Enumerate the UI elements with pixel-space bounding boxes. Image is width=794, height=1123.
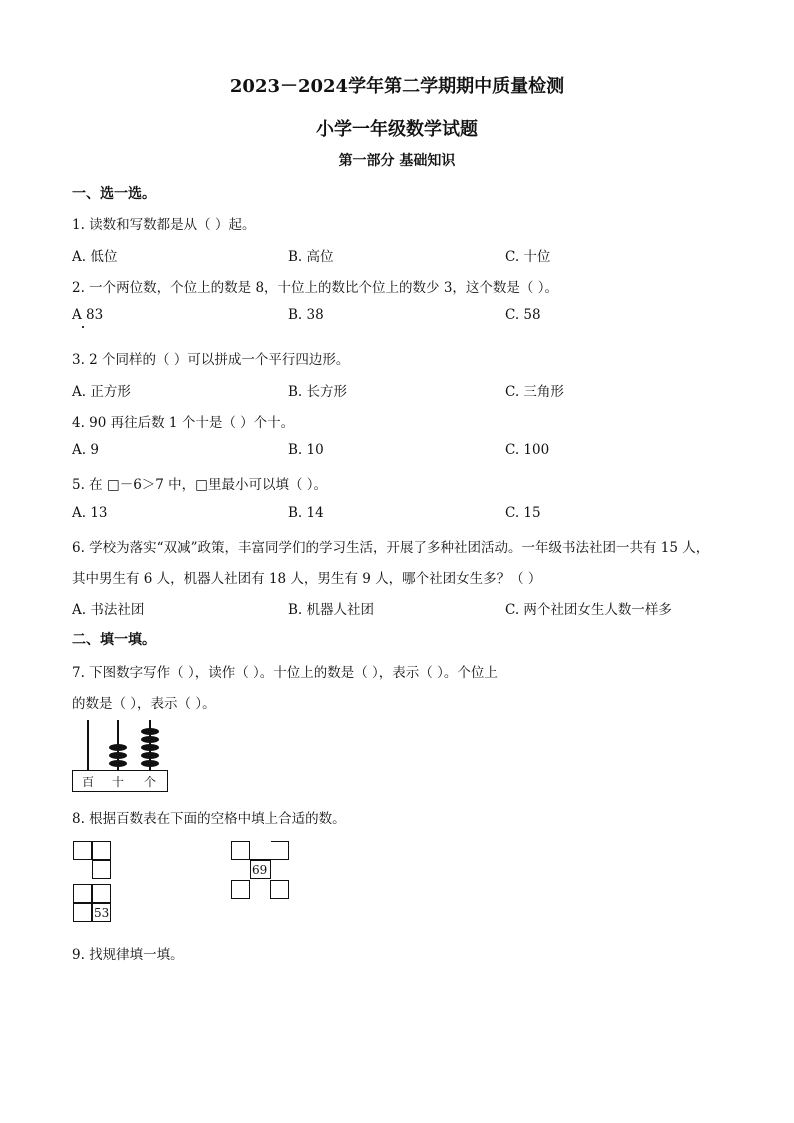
- abacus-label-tens: 十: [111, 775, 124, 789]
- grid-cell-edge: [250, 841, 271, 860]
- q2-option-b: B. 38: [288, 307, 324, 323]
- abacus-bead: [109, 744, 127, 751]
- grid-cell: [73, 884, 92, 903]
- abacus-label-ones: 个: [143, 775, 156, 789]
- q3-option-b: B. 长方形: [288, 384, 348, 400]
- abacus-bead: [141, 752, 159, 759]
- q4-option-c: C. 100: [505, 442, 550, 458]
- question-8: 8. 根据百数表在下面的空格中填上合适的数。: [72, 811, 346, 827]
- abacus-bead: [141, 736, 159, 743]
- abacus-bead: [141, 728, 159, 735]
- question-1: 1. 读数和写数都是从（ ）起。: [72, 217, 256, 233]
- abacus-bead: [109, 752, 127, 759]
- exam-subtitle: 小学一年级数学试题: [316, 119, 478, 140]
- question-7-line-2: 的数是（ ），表示（ ）。: [72, 696, 216, 712]
- print-speck: [82, 326, 84, 328]
- part-heading: 第一部分 基础知识: [338, 153, 456, 169]
- abacus-bead: [109, 760, 127, 767]
- grid-cell: [270, 841, 289, 860]
- question-6-line-2: 其中男生有 6 人，机器人社团有 18 人，男生有 9 人，哪个社团女生多？（ ）: [72, 571, 542, 587]
- q3-option-a: A. 正方形: [72, 384, 131, 400]
- section-1-title: 一、选一选。: [72, 186, 156, 202]
- q6-option-b: B. 机器人社团: [288, 602, 375, 618]
- grid-cell: [92, 884, 111, 903]
- q4-option-b: B. 10: [288, 442, 324, 458]
- abacus-label-hundreds: 百: [81, 775, 94, 789]
- grid-cell: [73, 903, 92, 922]
- grid-1-number: 53: [94, 906, 110, 920]
- question-7-line-1: 7. 下图数字写作（ ），读作（ ）。十位上的数是（ ），表示（ ）。个位上: [72, 665, 498, 681]
- abacus-bead: [141, 744, 159, 751]
- question-5: 5. 在 □－6＞7 中，□里最小可以填（ ）。: [72, 477, 327, 493]
- q5-option-c: C. 15: [505, 505, 541, 521]
- q1-option-a: A. 低位: [72, 249, 118, 265]
- q6-option-c: C. 两个社团女生人数一样多: [505, 602, 672, 618]
- grid-cell: [231, 880, 250, 899]
- q1-option-b: B. 高位: [288, 249, 334, 265]
- q2-option-a: A 83: [72, 307, 104, 323]
- q4-option-a: A. 9: [72, 442, 99, 458]
- grid-cell: [92, 841, 111, 860]
- grid-cell: [231, 841, 250, 860]
- q2-option-c: C. 58: [505, 307, 541, 323]
- q3-option-c: C. 三角形: [505, 384, 564, 400]
- grid-cell: [73, 841, 92, 860]
- q5-option-b: B. 14: [288, 505, 324, 521]
- question-3: 3. 2 个同样的（ ）可以拼成一个平行四边形。: [72, 352, 350, 368]
- q1-option-c: C. 十位: [505, 249, 551, 265]
- question-2: 2. 一个两位数，个位上的数是 8，十位上的数比个位上的数少 3，这个数是（ ）。: [72, 280, 558, 296]
- section-2-title: 二、填一填。: [72, 632, 156, 648]
- grid-2-number: 69: [252, 863, 268, 877]
- abacus-bead: [141, 760, 159, 767]
- grid-cell: [92, 860, 111, 879]
- q5-option-a: A. 13: [72, 505, 108, 521]
- question-6-line-1: 6. 学校为落实“双减”政策，丰富同学们的学习生活，开展了多种社团活动。一年级书法社团一共有 15 人，: [72, 540, 710, 556]
- question-9: 9. 找规律填一填。: [72, 947, 184, 963]
- q6-option-a: A. 书法社团: [72, 602, 145, 618]
- exam-title: 2023－2024学年第二学期期中质量检测: [229, 76, 565, 97]
- grid-cell: [270, 880, 289, 899]
- abacus-figure: [72, 720, 168, 792]
- question-4: 4. 90 再往后数 1 个十是（ ）个十。: [72, 415, 295, 431]
- abacus-rod-hundreds: [87, 720, 89, 770]
